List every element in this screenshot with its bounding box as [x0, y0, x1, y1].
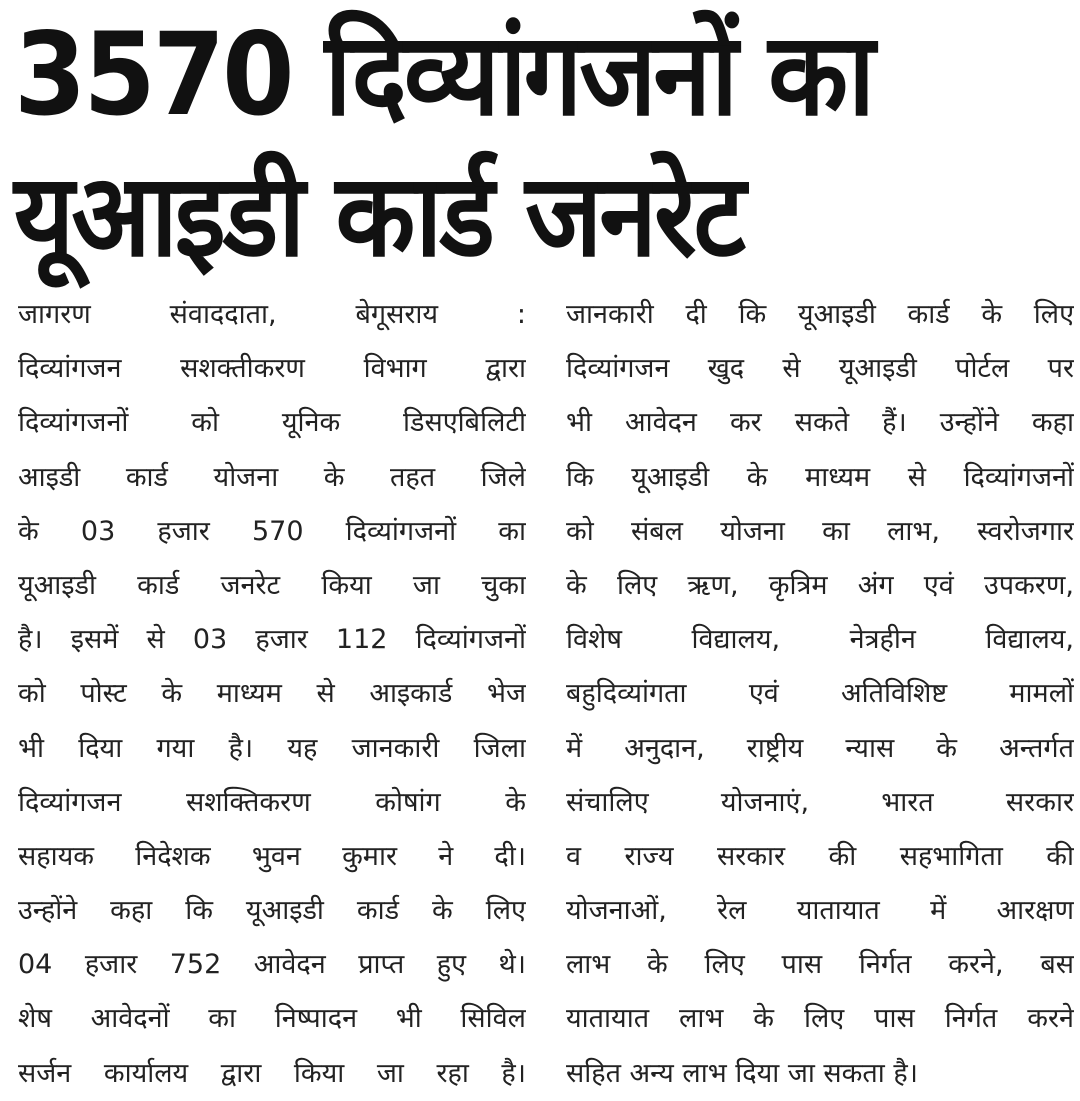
headline	[14, 4, 1074, 286]
body-line: जागरण संवाददाता, बेगूसराय :	[18, 299, 526, 330]
body-line: भी आवेदन कर सकते हैं। उन्होंने कहा	[566, 407, 1074, 439]
article-column-right	[566, 288, 1074, 1101]
body-line: शेष आवेदनों का निष्पादन भी सिविल	[18, 1003, 526, 1035]
body-line: लाभ के लिए पास निर्गत करने, बस	[566, 949, 1074, 981]
headline-line: 3570 दिव्यांगजनों का	[14, 7, 873, 142]
body-line: दिव्यांगजन खुद से यूआइडी पोर्टल पर	[566, 353, 1074, 385]
body-line: सहित अन्य लाभ दिया जा सकता है।	[566, 1057, 918, 1089]
body-line: यूआइडी कार्ड जनरेट किया जा चुका	[18, 569, 526, 601]
headline-line: यूआइडी कार्ड जनरेट	[14, 148, 743, 283]
body-line: कि यूआइडी के माध्यम से दिव्यांगजनों	[566, 461, 1074, 493]
body-line: विशेष विद्यालय, नेत्रहीन विद्यालय,	[566, 624, 1074, 656]
body-line: संचालिए योजनाएं, भारत सरकार	[566, 786, 1074, 818]
body-line: को पोस्ट के माध्यम से आइकार्ड भेज	[18, 678, 526, 710]
body-line: दिव्यांगजन सशक्तीकरण विभाग द्वारा	[18, 353, 526, 385]
article-column-left	[18, 288, 526, 1101]
body-line: है। इसमें से 03 हजार 112 दिव्यांगजनों	[18, 624, 526, 656]
body-line: व राज्य सरकार की सहभागिता की	[566, 840, 1074, 872]
body-line: 04 हजार 752 आवेदन प्राप्त हुए थे।	[18, 949, 526, 981]
body-line: भी दिया गया है। यह जानकारी जिला	[18, 732, 526, 764]
body-line: के 03 हजार 570 दिव्यांगजनों का	[18, 515, 526, 547]
body-line: को संबल योजना का लाभ, स्वरोजगार	[566, 515, 1074, 547]
body-line: बहुदिव्यांगता एवं अतिविशिष्ट मामलों	[566, 678, 1074, 710]
body-line: आइडी कार्ड योजना के तहत जिले	[18, 461, 526, 493]
body-line: जानकारी दी कि यूआइडी कार्ड के लिए	[566, 299, 1074, 330]
body-line: योजनाओं, रेल यातायात में आरक्षण	[566, 895, 1074, 927]
body-line: दिव्यांगजन सशक्तिकरण कोषांग के	[18, 786, 526, 818]
body-line: में अनुदान, राष्ट्रीय न्यास के अन्तर्गत	[566, 732, 1074, 764]
body-line: सहायक निदेशक भुवन कुमार ने दी।	[18, 840, 526, 872]
body-line: के लिए ऋण, कृत्रिम अंग एवं उपकरण,	[566, 569, 1074, 601]
body-line: सर्जन कार्यालय द्वारा किया जा रहा है।	[18, 1057, 526, 1089]
body-line: दिव्यांगजनों को यूनिक डिसएबिलिटी	[18, 407, 526, 439]
body-line: उन्होंने कहा कि यूआइडी कार्ड के लिए	[18, 895, 526, 927]
body-line: यातायात लाभ के लिए पास निर्गत करने	[566, 1003, 1074, 1035]
